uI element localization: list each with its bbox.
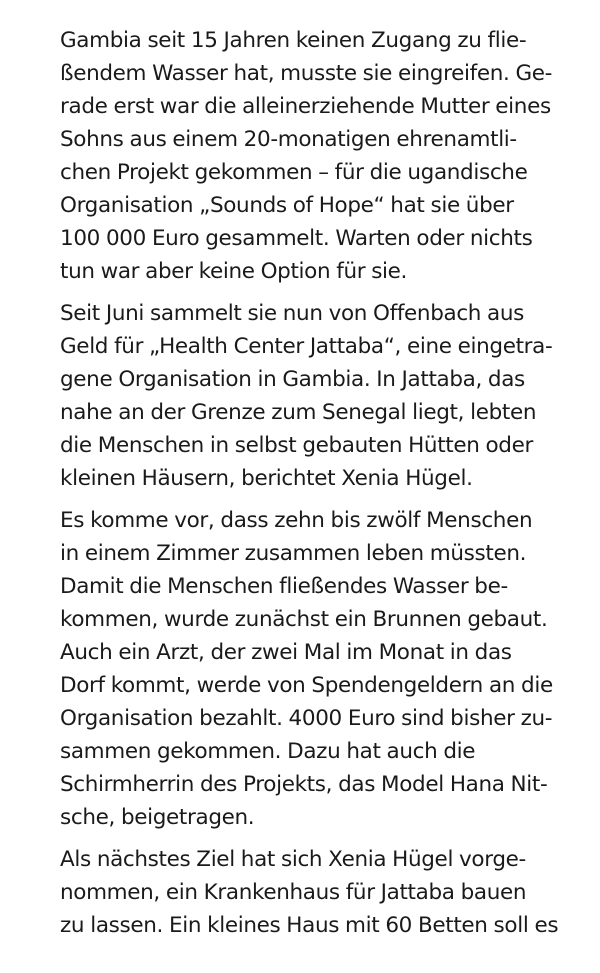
text-line: gene Organisation in Gambia. In Jattaba, das	[60, 367, 525, 392]
text-line: die Menschen in selbst gebauten Hütten oder	[60, 433, 533, 458]
text-line: kleinen Häusern, berichtet Xenia Hügel.	[60, 466, 473, 491]
text-line: nommen, ein Krankenhaus für Jattaba bauen	[60, 880, 527, 905]
text-line: Seit Juni sammelt sie nun von Offenbach aus	[60, 301, 525, 326]
text-line: kommen, wurde zunächst ein Brunnen gebaut.	[60, 607, 548, 632]
text-line: Gambia seit 15 Jahren keinen Zugang zu flie-	[60, 28, 527, 53]
text-line: zu lassen. Ein kleines Haus mit 60 Betten soll es	[60, 913, 559, 938]
text-line: Es komme vor, dass zehn bis zwölf Menschen	[60, 508, 533, 533]
text-line: rade erst war die alleinerziehende Mutter eines	[60, 94, 551, 119]
text-line: Geld für „Health Center Jattaba“, eine eingetra-	[60, 334, 553, 359]
text-line: sche, beigetragen.	[60, 805, 255, 830]
paragraph-1	[60, 24, 595, 288]
text-line: Damit die Menschen fließendes Wasser be-	[60, 574, 508, 599]
text-line: Als nächstes Ziel hat sich Xenia Hügel vorge-	[60, 847, 526, 872]
paragraph-4	[60, 843, 595, 942]
text-line: Sohns aus einem 20-monatigen ehrenamtli-	[60, 127, 517, 152]
text-line: sammen gekommen. Dazu hat auch die	[60, 739, 476, 764]
text-line: in einem Zimmer zusammen leben müssten.	[60, 541, 527, 566]
paragraph-3	[60, 504, 595, 834]
paragraph-2	[60, 297, 595, 495]
text-line: 100 000 Euro gesammelt. Warten oder nichts	[60, 226, 533, 251]
article-body	[60, 24, 595, 951]
text-line: nahe an der Grenze zum Senegal liegt, lebten	[60, 400, 537, 425]
text-line: ßendem Wasser hat, musste sie eingreifen. Ge-	[60, 61, 553, 86]
text-line: tun war aber keine Option für sie.	[60, 259, 408, 284]
text-line: chen Projekt gekommen – für die ugandische	[60, 160, 528, 185]
text-line: Auch ein Arzt, der zwei Mal im Monat in das	[60, 640, 512, 665]
text-line: Organisation „Sounds of Hope“ hat sie über	[60, 193, 514, 218]
text-line: Schirmherrin des Projekts, das Model Hana Nit-	[60, 772, 548, 797]
text-line: Dorf kommt, werde von Spendengeldern an die	[60, 673, 553, 698]
text-line: Organisation bezahlt. 4000 Euro sind bisher zu-	[60, 706, 553, 731]
